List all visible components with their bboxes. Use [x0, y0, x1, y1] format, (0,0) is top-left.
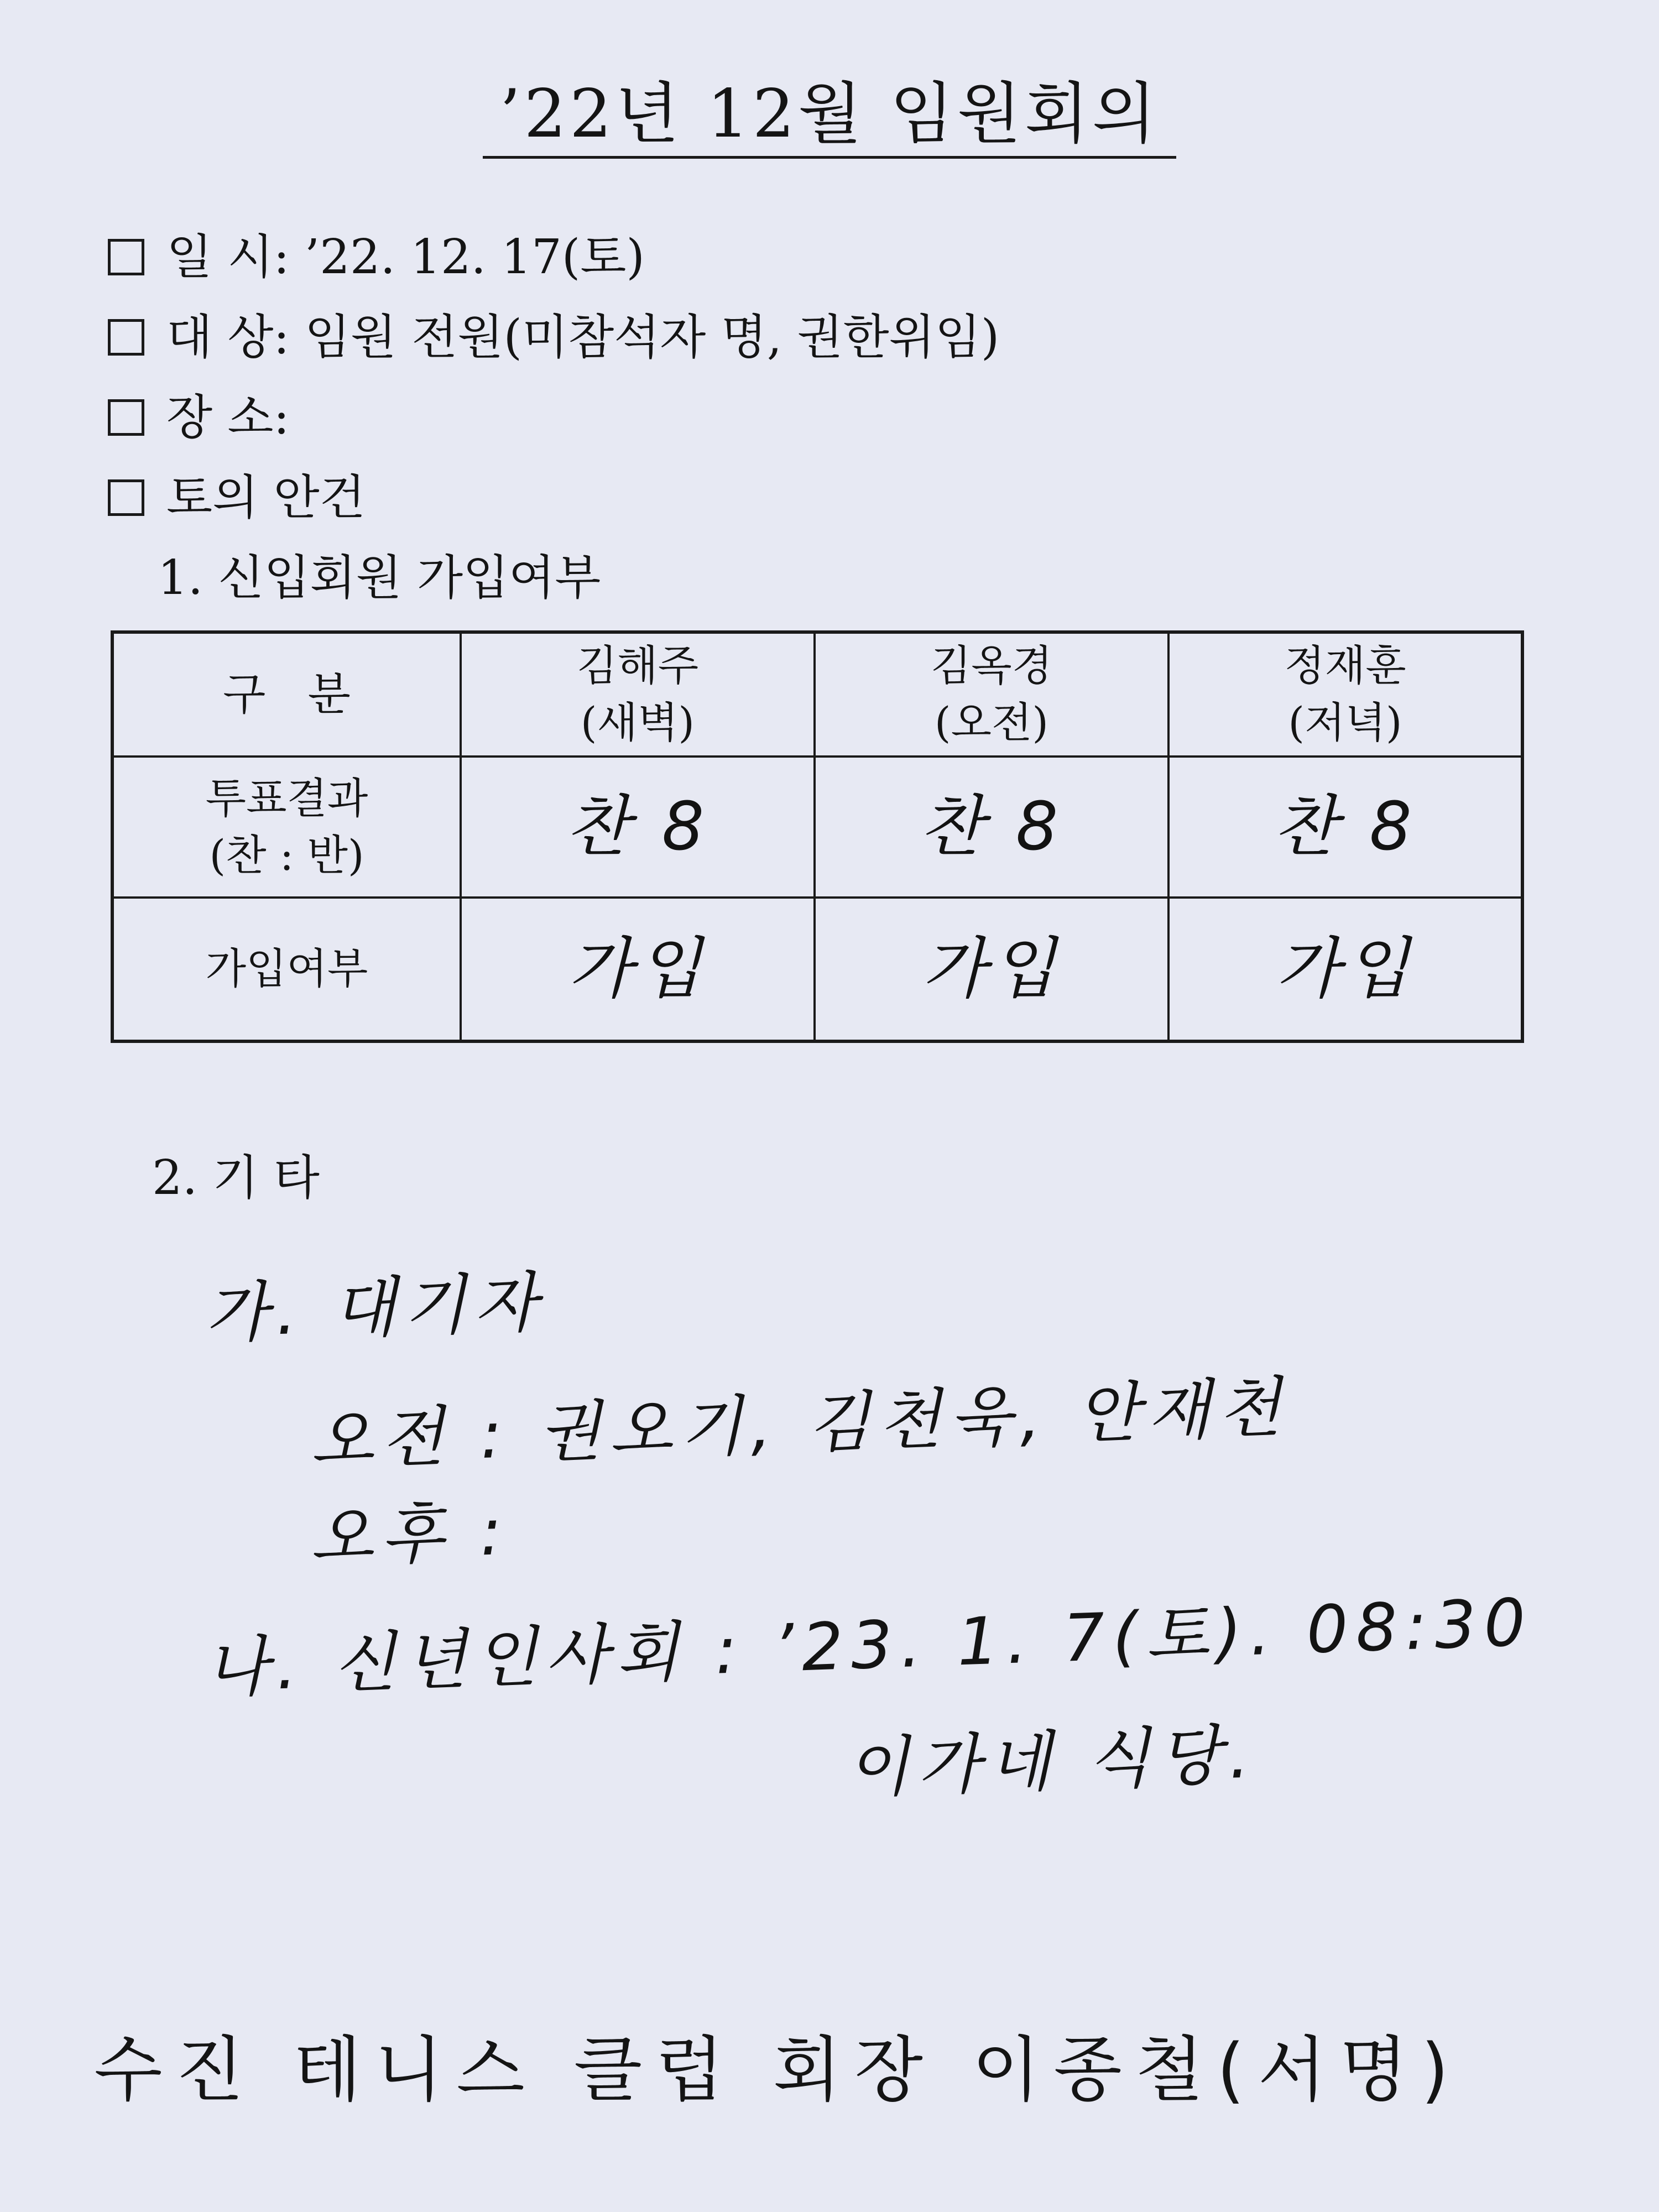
vote-result-cell: 찬 8: [815, 757, 1168, 898]
join-status-label: 가입여부: [112, 898, 461, 1041]
handwritten-waitlist-morning: 오전 : 권오기, 김천욱, 안재천: [309, 1369, 1290, 1479]
candidate-group: (새벽): [580, 698, 695, 747]
info-target: 대 상: 임원 전원(미참석자 명, 권한위임): [108, 299, 999, 367]
agenda-item-1: 1. 신입회원 가입여부: [158, 550, 601, 606]
handwritten-waitlist-afternoon: 오후 :: [309, 1493, 511, 1577]
candidate-header: [461, 632, 815, 757]
checkbox-icon: [108, 239, 144, 275]
document-title: ’22년 12월 임원회의: [0, 61, 1659, 156]
join-status-cell: 가입: [1168, 898, 1522, 1041]
info-place: 장 소:: [108, 379, 289, 447]
vote-result-cell: 찬 8: [461, 757, 815, 898]
info-date: 일 시: ’22. 12. 17(토): [108, 218, 645, 287]
footer-signature-line: 수진 테니스 클럽 회장 이종철(서명): [94, 2029, 1462, 2111]
candidate-name: 김해주: [576, 641, 699, 691]
join-status-cell: 가입: [461, 898, 815, 1041]
agenda-item-2: 2. 기 타: [152, 1150, 320, 1206]
table-header-row: [112, 632, 1522, 757]
header-label: 구 분: [112, 632, 461, 757]
checkbox-icon: [108, 399, 144, 436]
info-agenda: 토의 안건: [108, 459, 366, 528]
checkbox-icon: [108, 319, 144, 356]
candidate-group: (오전): [934, 698, 1049, 747]
vote-result-row: [112, 757, 1522, 898]
join-status-row: [112, 898, 1522, 1041]
candidate-header: [1168, 632, 1522, 757]
handwritten-newyear-event: 나. 신년인사회 : ’23. 1. 7(토). 08:30: [204, 1584, 1535, 1707]
checkbox-icon: [108, 479, 144, 516]
vote-result-cell: 찬 8: [1168, 757, 1522, 898]
candidate-header: [815, 632, 1168, 757]
candidate-name: 김옥경: [930, 641, 1053, 691]
join-status-cell: 가입: [815, 898, 1168, 1041]
candidate-group: (저녁): [1288, 698, 1402, 747]
handwritten-event-venue: 이가네 식당.: [845, 1716, 1259, 1807]
candidate-name: 정재훈: [1284, 641, 1406, 691]
vote-result-label: 투표결과 (찬 : 반): [112, 757, 461, 898]
handwritten-waitlist-heading: 가. 대기자: [204, 1264, 546, 1352]
vote-table: [111, 630, 1524, 1043]
